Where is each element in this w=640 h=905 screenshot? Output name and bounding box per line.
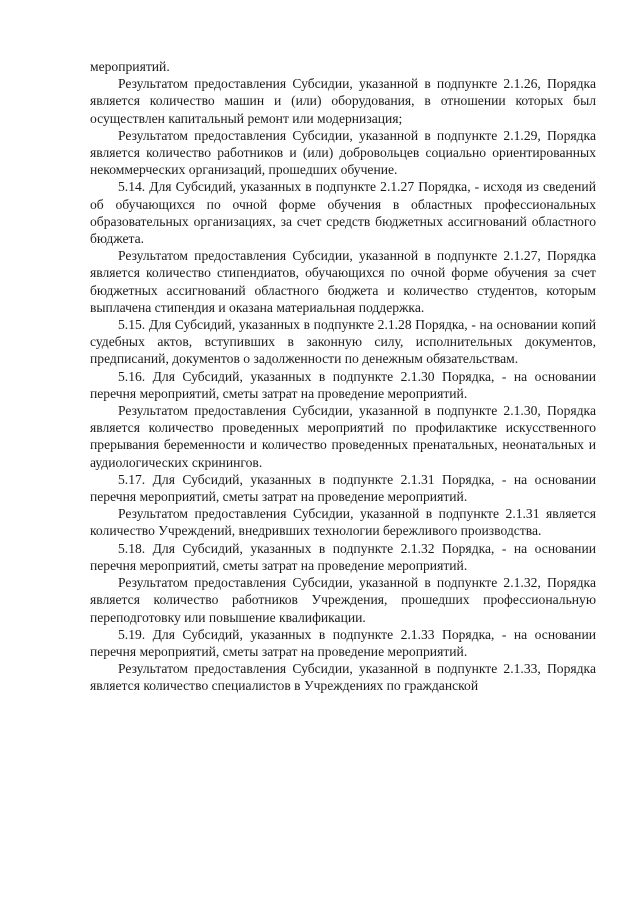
- paragraph: Результатом предоставления Субсидии, указанной в подпункте 2.1.33, Порядка является количество специалистов в Учреждениях по гражданской: [90, 661, 596, 694]
- paragraph: Результатом предоставления Субсидии, указанной в подпункте 2.1.32, Порядка является количество работников Учреждения, прошедших профессиональную переподготовку или повышение квалификации.: [90, 575, 596, 625]
- paragraph: 5.15. Для Субсидий, указанных в подпункте 2.1.28 Порядка, - на основании копий судебных актов, вступивших в законную силу, исполнительных документов, предписаний, документов о задолженности по денежным обязательствам.: [90, 317, 596, 367]
- paragraph: Результатом предоставления Субсидии, указанной в подпункте 2.1.29, Порядка является количество работников и (или) добровольцев социально ориентированных некоммерческих организаций, прошедших обучение.: [90, 127, 596, 178]
- paragraph: 5.18. Для Субсидий, указанных в подпункте 2.1.32 Порядка, - на основании перечня мероприятий, сметы затрат на проведение мероприятий.: [90, 540, 596, 573]
- document-body: [90, 58, 596, 695]
- paragraph: 5.17. Для Субсидий, указанных в подпункте 2.1.31 Порядка, - на основании перечня мероприятий, сметы затрат на проведение мероприятий.: [90, 471, 596, 505]
- paragraph: 5.19. Для Субсидий, указанных в подпункте 2.1.33 Порядка, - на основании перечня мероприятий, сметы затрат на проведение мероприятий.: [90, 626, 596, 659]
- paragraph: 5.16. Для Субсидий, указанных в подпункте 2.1.30 Порядка, - на основании перечня мероприятий, сметы затрат на проведение мероприятий.: [90, 368, 596, 401]
- paragraph: Результатом предоставления Субсидии, указанной в подпункте 2.1.31 является количество Учреждений, внедривших технологии бережливого производства.: [90, 506, 596, 539]
- paragraph: Результатом предоставления Субсидии, указанной в подпункте 2.1.26, Порядка является количество машин и (или) оборудования, в отношении которых был осуществлен капитальный ремонт или модернизация;: [90, 76, 596, 126]
- paragraph: мероприятий.: [90, 59, 170, 74]
- paragraph: Результатом предоставления Субсидии, указанной в подпункте 2.1.27, Порядка является количество стипендиатов, обучающихся по очной форме обучения за счет бюджетных ассигнований областного бюджета и количество студентов, которым выплачена стипендия и оказана материальная поддержка.: [90, 248, 596, 315]
- paragraph: Результатом предоставления Субсидии, указанной в подпункте 2.1.30, Порядка является количество проведенных мероприятий по профилактике искусственного прерывания беременности и количество проведенных пренатальных, неонатальных и аудиологических скринингов.: [90, 403, 596, 470]
- paragraph: 5.14. Для Субсидий, указанных в подпункте 2.1.27 Порядка, - исходя из сведений об обучающихся по очной форме обучения в областных профессиональных образовательных организациях, за счет средств бюджетных ассигнований областного бюджета.: [90, 179, 596, 247]
